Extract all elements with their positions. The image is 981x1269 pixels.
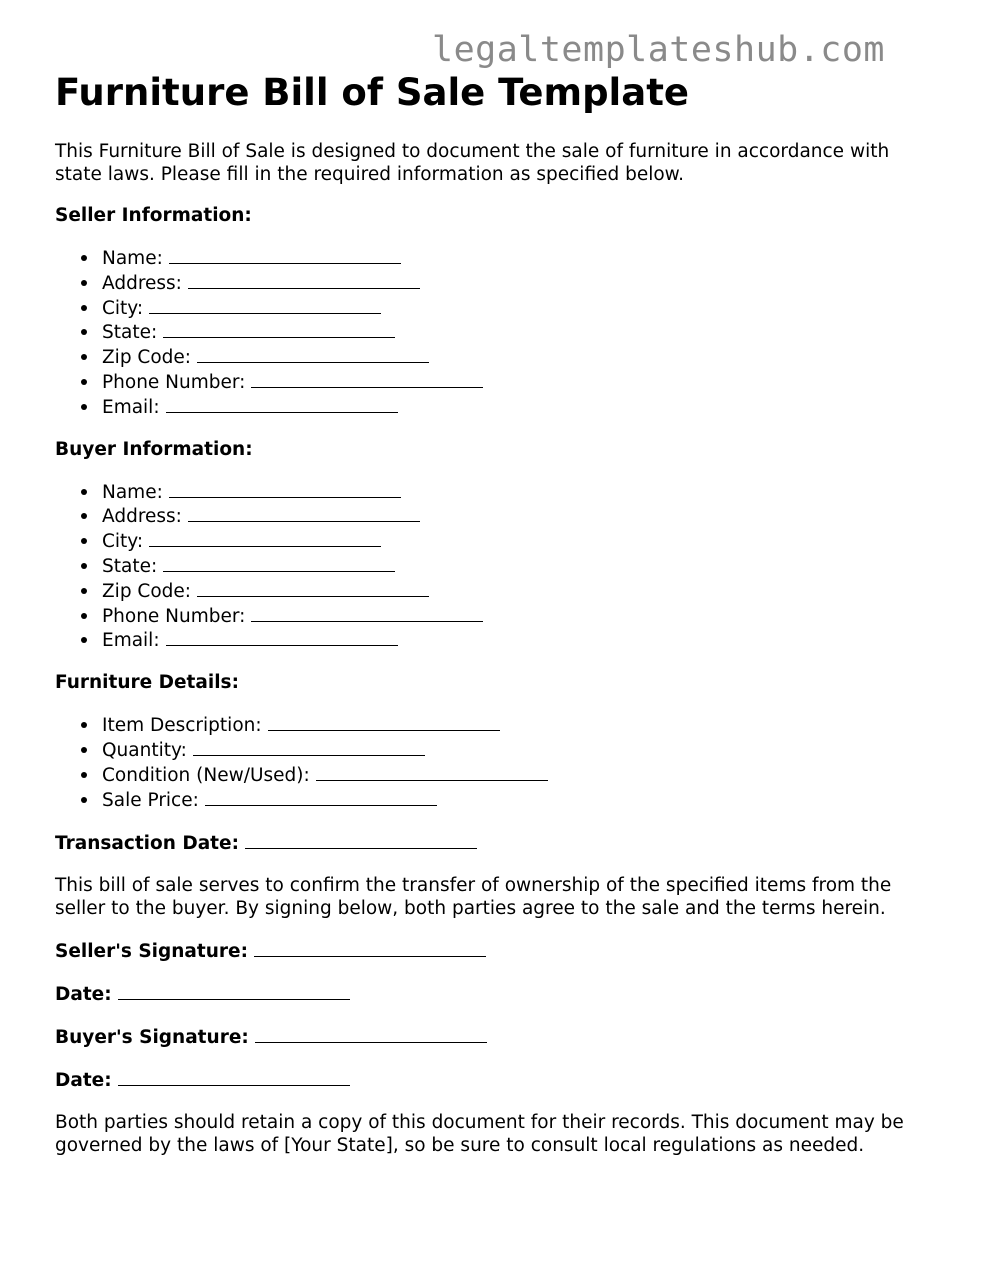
buyer-field-list — [55, 480, 935, 654]
intro-paragraph: This Furniture Bill of Sale is designed to document the sale of furniture in accordance with state laws. Please fill in the required information as specified below. — [55, 141, 890, 185]
blank-line[interactable] — [268, 713, 500, 731]
blank-line[interactable] — [118, 1068, 350, 1086]
blank-line[interactable] — [245, 831, 477, 849]
buyer-state-field[interactable]: State: — [102, 554, 935, 579]
buyer-zip-field[interactable]: Zip Code: — [102, 579, 935, 604]
seller-city-field[interactable]: City: — [102, 296, 935, 321]
blank-line[interactable] — [255, 1025, 487, 1043]
blank-line[interactable] — [254, 939, 486, 957]
sale-price-field[interactable]: Sale Price: — [102, 788, 935, 813]
blank-line[interactable] — [169, 480, 401, 498]
watermark: legaltemplateshub.com — [432, 30, 886, 70]
blank-line[interactable] — [166, 395, 398, 413]
buyer-email-field[interactable]: Email: — [102, 628, 935, 653]
blank-line[interactable] — [251, 604, 483, 622]
seller-email-field[interactable]: Email: — [102, 395, 935, 420]
buyer-signature-field[interactable]: Buyer's Signature: — [55, 1025, 935, 1049]
seller-phone-field[interactable]: Phone Number: — [102, 370, 935, 395]
confirmation-paragraph: This bill of sale serves to confirm the transfer of ownership of the specified items from the seller to the buyer. By signing below, both parties agree to the sale and the terms herein. — [55, 875, 892, 920]
blank-line[interactable] — [316, 763, 548, 781]
furniture-heading: Furniture Details: — [55, 672, 239, 694]
blank-line[interactable] — [197, 579, 429, 597]
seller-signature-field[interactable]: Seller's Signature: — [55, 939, 935, 963]
buyer-date-field[interactable]: Date: — [55, 1068, 935, 1092]
seller-zip-field[interactable]: Zip Code: — [102, 345, 935, 370]
closing-paragraph: Both parties should retain a copy of this document for their records. This document may be governed by the laws of [Your State], so be sure to consult local regulations as needed. — [55, 1112, 904, 1157]
seller-name-field[interactable]: Name: — [102, 246, 935, 271]
blank-line[interactable] — [163, 554, 395, 572]
seller-heading: Seller Information: — [55, 205, 252, 226]
buyer-heading: Buyer Information: — [55, 438, 253, 460]
furniture-field-list — [55, 713, 935, 812]
blank-line[interactable] — [193, 738, 425, 756]
quantity-field[interactable]: Quantity: — [102, 738, 935, 763]
seller-date-field[interactable]: Date: — [55, 982, 935, 1006]
blank-line[interactable] — [163, 320, 395, 338]
blank-line[interactable] — [197, 345, 429, 363]
seller-state-field[interactable]: State: — [102, 320, 935, 345]
buyer-name-field[interactable]: Name: — [102, 480, 935, 505]
condition-field[interactable]: Condition (New/Used): — [102, 763, 935, 788]
document — [55, 70, 935, 1157]
buyer-city-field[interactable]: City: — [102, 529, 935, 554]
blank-line[interactable] — [149, 529, 381, 547]
item-description-field[interactable]: Item Description: — [102, 713, 935, 738]
page-title: Furniture Bill of Sale Template — [55, 71, 689, 114]
blank-line[interactable] — [205, 788, 437, 806]
buyer-phone-field[interactable]: Phone Number: — [102, 604, 935, 629]
seller-address-field[interactable]: Address: — [102, 271, 935, 296]
blank-line[interactable] — [166, 628, 398, 646]
blank-line[interactable] — [188, 504, 420, 522]
buyer-address-field[interactable]: Address: — [102, 504, 935, 529]
blank-line[interactable] — [149, 296, 381, 314]
seller-field-list — [55, 246, 935, 420]
blank-line[interactable] — [118, 982, 350, 1000]
blank-line[interactable] — [251, 370, 483, 388]
blank-line[interactable] — [188, 271, 420, 289]
transaction-date-field[interactable]: Transaction Date: — [55, 831, 935, 855]
blank-line[interactable] — [169, 246, 401, 264]
